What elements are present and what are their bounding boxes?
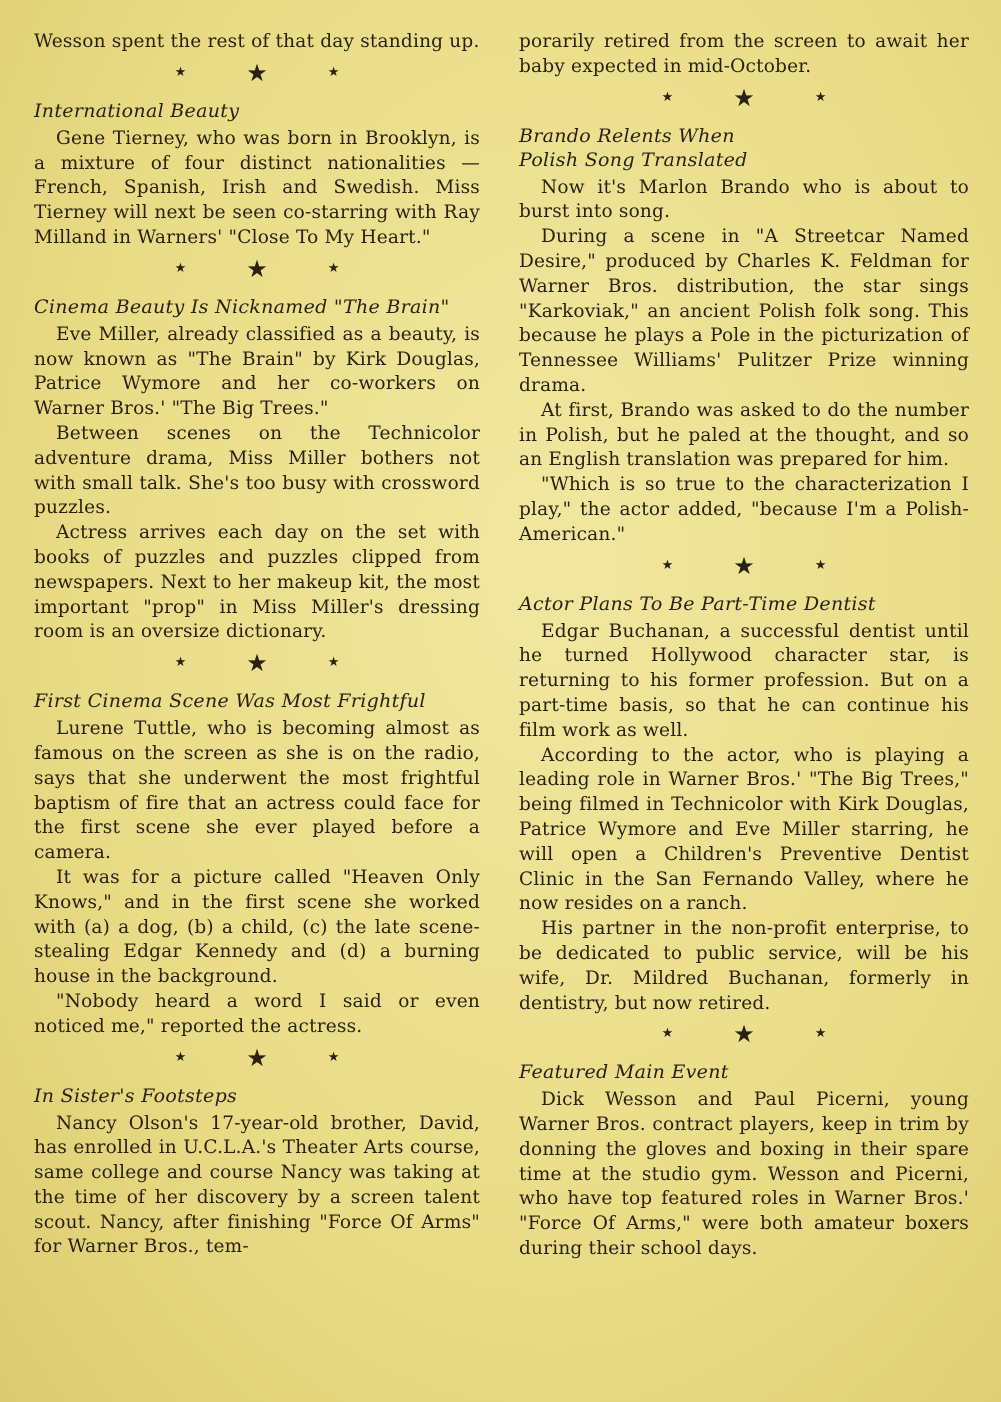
article-paragraph: Now it's Marlon Brando who is about to burst into song. <box>519 176 969 223</box>
heading-featured-main-event: Featured Main Event <box>519 1061 729 1084</box>
star-icon: ★ <box>814 89 827 105</box>
article-paragraph: Actress arrives each day on the set with books of puzzles and puzzles clipped from newspapers. Next to her makeup kit, the most important "prop" in Miss Miller's dressing room is an oversize dictionary. <box>34 522 480 643</box>
right-column <box>519 30 969 1262</box>
article-paragraph: Dick Wesson and Paul Picerni, young Warner Bros. contract players, keep in trim by donning the gloves and boxing in their spare time at the studio gym. Wesson and Picerni, who have top featured roles in Warner Bros.' "Force Of Arms," were both amateur boxers during their school days. <box>519 1089 969 1260</box>
article-paragraph: Edgar Buchanan, a successful dentist until he turned Hollywood character star, is returning to his former profession. But on a part-time basis, so that he can continue his film work as well. <box>519 620 969 741</box>
star-icon: ★ <box>661 89 674 105</box>
article-paragraph: At first, Brando was asked to do the number in Polish, but he paled at the thought, and so an English translation was prepared for him. <box>519 399 969 471</box>
heading-actor-part-time-dentist: Actor Plans To Be Part-Time Dentist <box>519 592 876 615</box>
star-icon: ★ <box>327 655 340 671</box>
section-separator <box>34 251 480 287</box>
heading-line: Polish Song Translated <box>519 148 748 171</box>
article-paragraph: It was for a picture called "Heaven Only Knows," and in the first scene she worked with (a) a dog, (b) a child, (c) the late scene-stealing Edgar Kennedy and (d) a burning house in the background. <box>34 866 480 988</box>
section-separator <box>519 1016 969 1052</box>
article-paragraph: Eve Miller, already classified as a beauty, is now known as "The Brain" by Kirk Douglas, Patrice Wymore and her co-workers on Warner Bros.' "The Big Trees." <box>34 323 480 420</box>
article-paragraph: His partner in the non-profit enterprise, to be dedicated to public service, will be his wife, Dr. Mildred Buchanan, formerly in dentistry, but now retired. <box>519 918 969 1014</box>
article-paragraph: According to the actor, who is playing a leading role in Warner Bros.' "The Big Trees," being filmed in Technicolor with Kirk Douglas, Patrice Wymore and Eve Miller starring, he will open a Children's Preventive Dentist Clinic in the San Fernando Valley, where he now resides on a ranch. <box>519 744 969 915</box>
star-icon: ★ <box>661 1026 674 1042</box>
article-paragraph: Between scenes on the Technicolor adventure drama, Miss Miller bothers not with small talk. She's too busy with crossword puzzles. <box>34 422 480 519</box>
star-icon: ★ <box>661 557 674 573</box>
section-separator <box>34 1040 480 1076</box>
star-icon: ★ <box>174 1049 187 1065</box>
heading-brando-relents <box>519 124 969 172</box>
star-icon: ★ <box>327 1049 340 1065</box>
section-separator <box>519 80 969 116</box>
star-icon: ★ <box>246 58 268 87</box>
section-separator <box>34 55 480 91</box>
star-icon: ★ <box>733 83 755 112</box>
heading-cinema-beauty: Cinema Beauty Is Nicknamed "The Brain" <box>34 295 450 318</box>
article-paragraph: "Which is so true to the characterization I play," the actor added, "because I'm a Polish-American." <box>519 474 969 545</box>
heading-international-beauty: International Beauty <box>34 99 240 122</box>
section-separator <box>519 548 969 584</box>
star-icon: ★ <box>327 64 340 80</box>
heading-first-cinema-scene: First Cinema Scene Was Most Frightful <box>34 690 426 713</box>
star-icon: ★ <box>174 655 187 671</box>
star-icon: ★ <box>733 551 755 580</box>
article-paragraph: During a scene in "A Streetcar Named Desire," produced by Charles K. Feldman for Warner Bros. distribution, the star sings "Karkoviak," an ancient Polish folk song. This because he plays a Pole in the picturization of Tennessee Williams' Pulitzer Prize winning drama. <box>519 226 969 396</box>
star-icon: ★ <box>733 1020 755 1049</box>
star-icon: ★ <box>327 260 340 276</box>
left-column <box>34 30 480 1260</box>
star-icon: ★ <box>246 1043 268 1072</box>
section-separator <box>34 645 480 681</box>
star-icon: ★ <box>174 64 187 80</box>
right-intro-text: porarily retired from the screen to await her baby expected in mid-October. <box>519 31 969 77</box>
heading-line: Brando Relents When <box>519 124 735 147</box>
article-paragraph: Lurene Tuttle, who is becoming almost as famous on the screen as she is on the radio, says that she underwent the most frightful baptism of fire that an actress could face for the first scene she ever played before a camera. <box>34 718 480 864</box>
article-paragraph: Nancy Olson's 17-year-old brother, David, has enrolled in U.C.L.A.'s Theater Arts course, same college and course Nancy was taking at the time of her discovery by a screen talent scout. Nancy, after finishing "Force Of Arms" for Warner Bros., tem- <box>34 1112 480 1258</box>
star-icon: ★ <box>246 649 268 678</box>
heading-in-sisters-footsteps: In Sister's Footsteps <box>34 1084 238 1107</box>
star-icon: ★ <box>814 557 827 573</box>
star-icon: ★ <box>174 260 187 276</box>
left-intro-text: Wesson spent the rest of that day standing up. <box>34 31 480 52</box>
star-icon: ★ <box>814 1026 827 1042</box>
article-paragraph: Gene Tierney, who was born in Brooklyn, is a mixture of four distinct nationalities — French, Spanish, Irish and Swedish. Miss Tierney will next be seen co-starring with Ray Milland in Warners' "Close To My Heart." <box>34 127 480 248</box>
article-paragraph: "Nobody heard a word I said or even noticed me," reported the actress. <box>34 990 480 1037</box>
star-icon: ★ <box>246 254 268 283</box>
